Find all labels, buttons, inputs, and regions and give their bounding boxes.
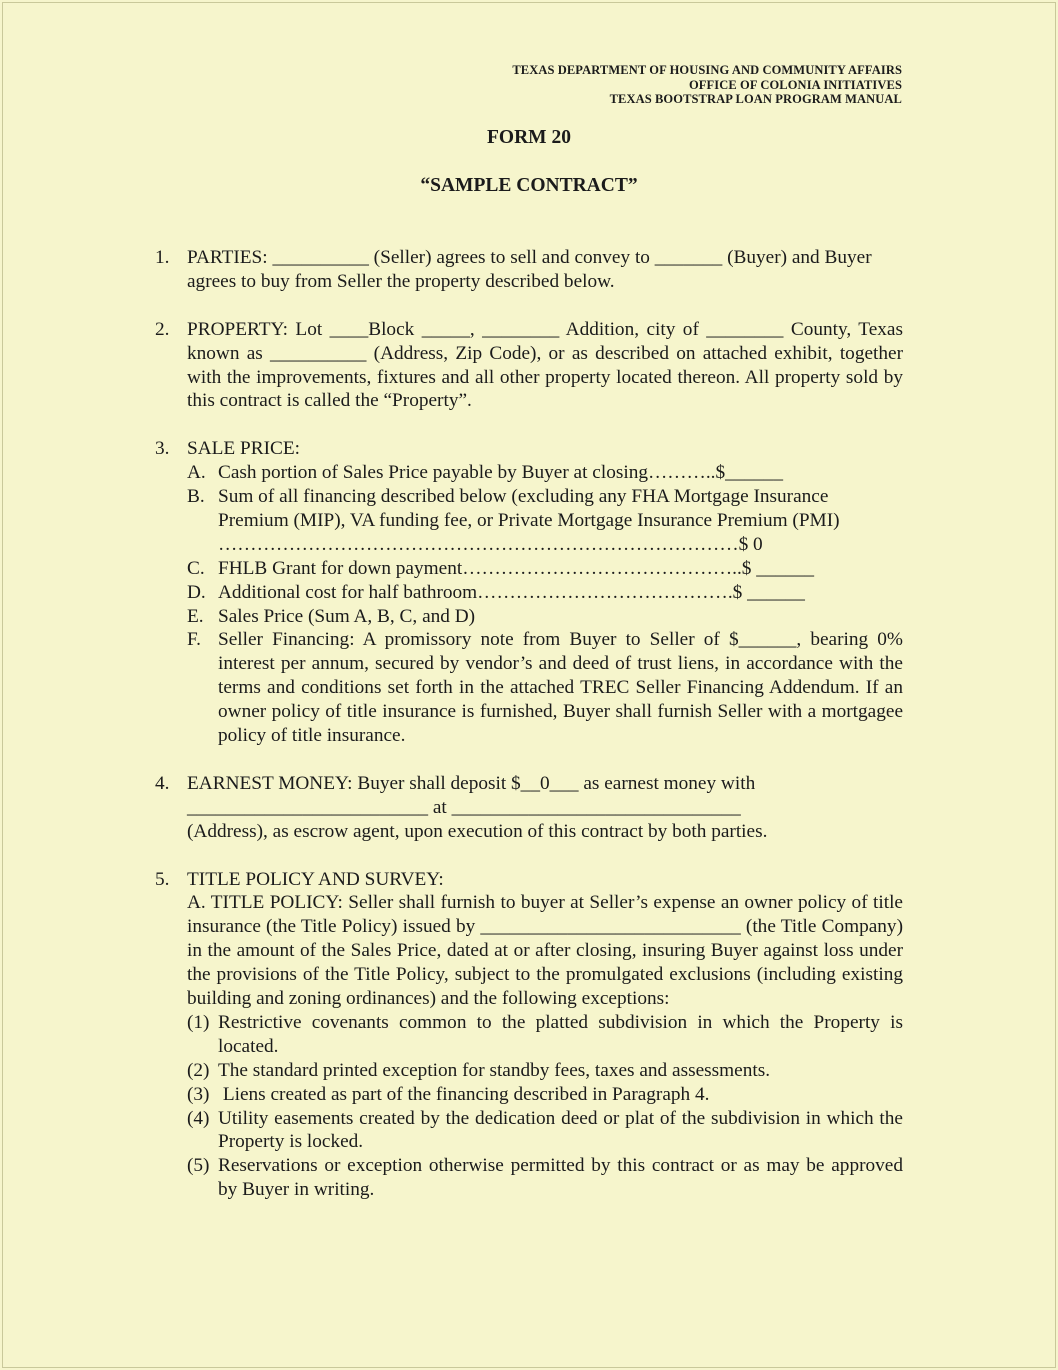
sale-price-item-f	[187, 628, 903, 748]
item-text: Sales Price (Sum A, B, C, and D)	[218, 605, 476, 627]
title-policy-text: A. TITLE POLICY: Seller shall furnish to buyer at Seller’s expense an owner policy of title insurance (the Title Policy) issued by ___________________________ (the Title Company) in the amount of the Sales Price, dated at or after closing, insuring Buyer against loss under the provisions of the Title Policy, subject to the promulgated exclusions (including existing building and zoning ordinances) and the following exceptions:	[187, 892, 903, 1010]
sale-price-item-a	[187, 461, 903, 485]
form-number: FORM 20	[487, 127, 571, 148]
item-label: E.	[187, 605, 204, 627]
item-total: ………………………………………………………………………$ 0	[218, 533, 763, 555]
item-label: (4)	[187, 1107, 210, 1129]
exception-item	[187, 1083, 903, 1107]
section-number: 4.	[155, 772, 170, 794]
section-parties	[155, 246, 903, 294]
item-label: F.	[187, 629, 201, 651]
section-text: PROPERTY: Lot ____Block _____, ________ Addition, city of ________ County, Texas known as __________ (Address, Zip Code), or as described on attached exhibit, together with the improvements, fixtures and all other property located thereon. All property sold by this contract is called the “Property”.	[187, 318, 903, 412]
document-header	[512, 63, 902, 107]
sale-price-item-c	[187, 557, 903, 581]
header-office: OFFICE OF COLONIA INITIATIVES	[688, 77, 902, 92]
item-label: A.	[187, 462, 206, 484]
item-text: Cash portion of Sales Price payable by Buyer at closing………..$______	[218, 462, 783, 484]
exception-item	[187, 1011, 903, 1059]
sale-price-item-e	[187, 605, 903, 629]
item-text: Liens created as part of the financing described in Paragraph 4.	[218, 1083, 710, 1105]
earnest-line-3: (Address), as escrow agent, upon execution of this contract by both parties.	[187, 820, 768, 842]
item-text: FHLB Grant for down payment……………………………………..$ ______	[218, 557, 815, 579]
earnest-line-2: _________________________ at ______________________________	[187, 796, 741, 818]
item-label: (3)	[187, 1083, 210, 1105]
section-property	[155, 318, 903, 414]
header-manual: TEXAS BOOTSTRAP LOAN PROGRAM MANUAL	[609, 92, 902, 106]
section-number: 1.	[155, 247, 170, 268]
item-label: (5)	[187, 1155, 210, 1177]
item-text: Restrictive covenants common to the platted subdivision in which the Property is located.	[218, 1011, 903, 1057]
contract-body	[155, 246, 903, 1202]
item-label: (1)	[187, 1011, 210, 1033]
document-title: “SAMPLE CONTRACT”	[420, 175, 638, 196]
item-text: Reservations or exception otherwise permitted by this contract or as may be approved by Buyer in writing.	[218, 1155, 903, 1201]
exception-item	[187, 1107, 903, 1155]
item-label: B.	[187, 486, 205, 508]
exception-item	[187, 1059, 903, 1083]
earnest-line-1: EARNEST MONEY: Buyer shall deposit $__0___ as earnest money with	[187, 772, 756, 794]
exception-item	[187, 1154, 903, 1202]
sale-price-item-d	[187, 581, 903, 605]
section-title-policy	[155, 868, 903, 1203]
section-number: 3.	[155, 438, 170, 460]
sale-price-item-b	[187, 485, 903, 557]
item-text: Additional cost for half bathroom………………………………….$ ______	[218, 581, 805, 603]
header-agency: TEXAS DEPARTMENT OF HOUSING AND COMMUNITY AFFAIRS	[512, 63, 902, 77]
item-text: Sum of all financing described below (excluding any FHA Mortgage Insurance Premium (MIP), VA funding fee, or Private Mortgage Insurance Premium (PMI)	[218, 486, 840, 531]
item-label: C.	[187, 557, 205, 579]
item-text: The standard printed exception for standby fees, taxes and assessments.	[218, 1059, 771, 1081]
item-label: (2)	[187, 1059, 210, 1081]
section-heading: TITLE POLICY AND SURVEY:	[187, 868, 444, 890]
section-earnest-money	[155, 772, 903, 844]
section-text: PARTIES: __________ (Seller) agrees to sell and convey to _______ (Buyer) and Buyer agrees to buy from Seller the property described below.	[187, 247, 872, 292]
item-label: D.	[187, 581, 206, 603]
item-text: Seller Financing: A promissory note from Buyer to Seller of $______, bearing 0% interest per annum, secured by vendor’s and deed of trust liens, in accordance with the terms and conditions set forth in the attached TREC Seller Financing Addendum. If an owner policy of title insurance is furnished, Buyer shall furnish Seller with a mortgagee policy of title insurance.	[218, 629, 903, 747]
section-heading: SALE PRICE:	[187, 438, 301, 460]
item-text: Utility easements created by the dedication deed or plat of the subdivision in which the Property is locked.	[218, 1107, 903, 1153]
section-sale-price	[155, 437, 903, 748]
section-number: 2.	[155, 318, 170, 340]
section-number: 5.	[155, 868, 170, 890]
